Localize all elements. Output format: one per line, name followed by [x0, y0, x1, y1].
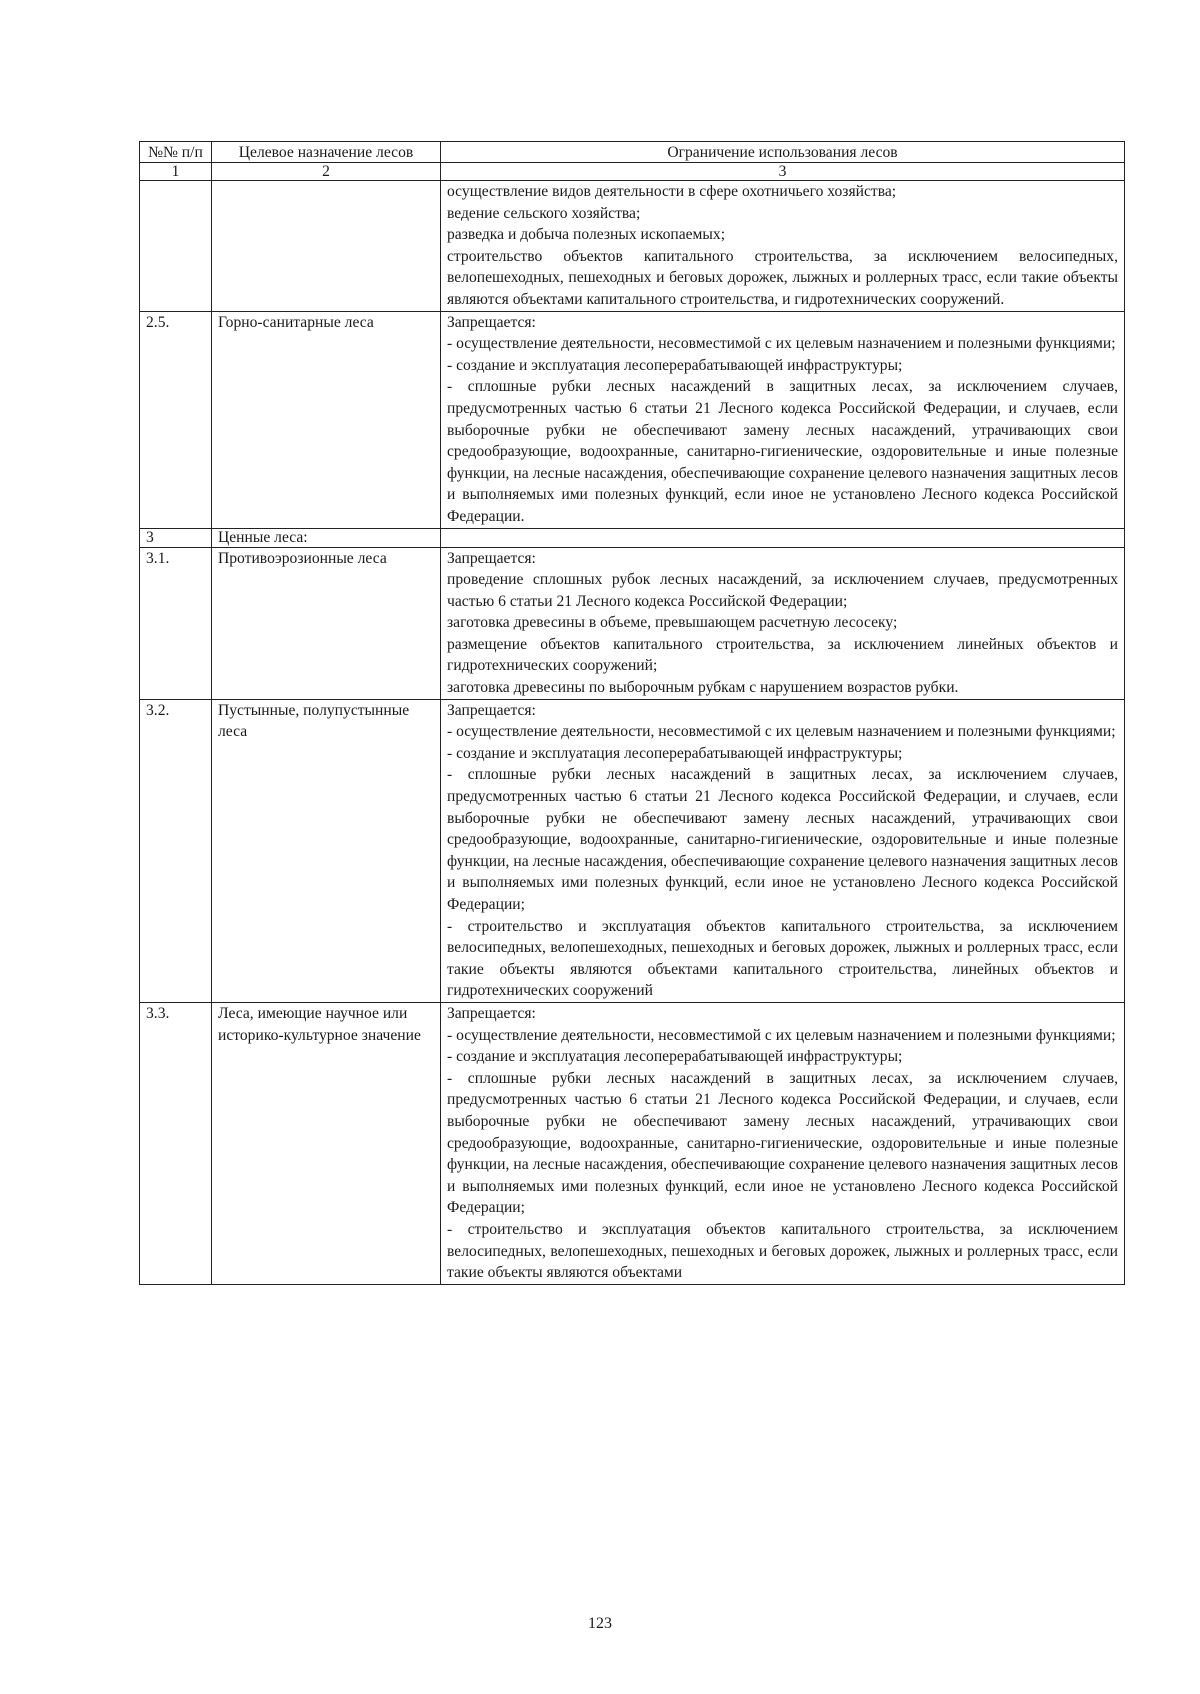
restriction-cell	[441, 547, 1125, 699]
row-number: 3.3.	[140, 1002, 212, 1284]
row-number: 3	[140, 528, 212, 547]
restriction-line: - создание и эксплуатация лесоперерабатывающей инфраструктуры;	[447, 356, 903, 374]
restriction-line: заготовка древесины в объеме, превышающем расчетную лесосеку;	[447, 614, 898, 632]
restriction-line: проведение сплошных рубок лесных насаждений, за исключением случаев, предусмотренных частью 6 статьи 21 Лесного кодекса Российской Федерации;	[447, 571, 1118, 610]
restriction-line: - сплошные рубки лесных насаждений в защитных лесах, за исключением случаев, предусмотренных частью 6 статьи 21 Лесного кодекса Российской Федерации, и случаев, если выборочные рубки не обеспечивают замену лесных насаждений, утрачивающих свои средообразующие, водоохранные, санитарно-гигиенические, оздоровительные и иные полезные функции, на лесные насаждения, обеспечивающие сохранение целевого назначения защитных лесов и выполняемых ими полезных функций, если иное не установлено Лесного кодекса Российской Федерации;	[447, 1069, 1118, 1217]
forest-purpose: Противоэрозионные леса	[212, 547, 441, 699]
column-index: 2	[212, 163, 441, 181]
row-number: 3.2.	[140, 699, 212, 1002]
restriction-line: строительство объектов капитального строительства, за исключением велосипедных, велопешеходных, пешеходных и беговых дорожек, лыжных и роллерных трасс, если такие объекты являются объектами капитального строительства, и гидротехнических сооружений.	[447, 247, 1118, 308]
restriction-line: Запрещается:	[447, 1004, 536, 1022]
restriction-line: - создание и эксплуатация лесоперерабатывающей инфраструктуры;	[447, 1048, 903, 1066]
restriction-cell	[441, 1002, 1125, 1284]
restriction-line: разведка и добыча полезных ископаемых;	[447, 226, 726, 244]
column-index-row	[140, 163, 1125, 181]
restriction-cell	[441, 528, 1125, 547]
restriction-line: ведение сельского хозяйства;	[447, 204, 641, 222]
restriction-cell	[441, 311, 1125, 528]
forest-purpose: Ценные леса:	[212, 528, 441, 547]
restriction-cell	[441, 181, 1125, 312]
restriction-cell	[441, 699, 1125, 1002]
table-row	[140, 1002, 1125, 1284]
document-page	[139, 141, 1124, 1285]
table-row	[140, 699, 1125, 1002]
table-row	[140, 528, 1125, 547]
restriction-line: - осуществление деятельности, несовместимой с их целевым назначением и полезными функциями;	[447, 335, 1116, 353]
restriction-line: Запрещается:	[447, 701, 536, 719]
header-number: №№ п/п	[140, 142, 212, 163]
table-row	[140, 547, 1125, 699]
forest-purpose	[212, 181, 441, 312]
restriction-line: - сплошные рубки лесных насаждений в защитных лесах, за исключением случаев, предусмотренных частью 6 статьи 21 Лесного кодекса Российской Федерации, и случаев, если выборочные рубки не обеспечивают замену лесных насаждений, утрачивающих свои средообразующие, водоохранные, санитарно-гигиенические, оздоровительные и иные полезные функции, на лесные насаждения, обеспечивающие сохранение целевого назначения защитных лесов и выполняемых ими полезных функций, если иное не установлено Лесного кодекса Российской Федерации.	[447, 378, 1118, 525]
table-row	[140, 181, 1125, 312]
restriction-line: Запрещается:	[447, 313, 536, 331]
restriction-line: Запрещается:	[447, 549, 536, 567]
restriction-line: - осуществление деятельности, несовместимой с их целевым назначением и полезными функциями;	[447, 1026, 1116, 1044]
restriction-line: - строительство и эксплуатация объектов капитального строительства, за исключением велосипедных, велопешеходных, пешеходных и беговых дорожек, лыжных и роллерных трасс, если такие объекты являются объектами	[447, 1220, 1118, 1282]
forest-purpose: Горно-санитарные леса	[212, 311, 441, 528]
forest-restrictions-table	[139, 141, 1125, 1285]
row-number	[140, 181, 212, 312]
row-number: 2.5.	[140, 311, 212, 528]
restriction-line: осуществление видов деятельности в сфере охотничьего хозяйства;	[447, 183, 897, 200]
forest-purpose: Пустынные, полупустынные леса	[212, 699, 441, 1002]
page-number: 123	[588, 1615, 612, 1632]
column-index: 3	[441, 163, 1125, 181]
header-purpose: Целевое назначение лесов	[212, 142, 441, 163]
forest-purpose: Леса, имеющие научное или историко-культурное значение	[212, 1002, 441, 1284]
restriction-line: размещение объектов капитального строительства, за исключением линейных объектов и гидротехнических сооружений;	[447, 635, 1118, 675]
restriction-line: - осуществление деятельности, несовместимой с их целевым назначением и полезными функциями;	[447, 723, 1116, 741]
restriction-line: - создание и эксплуатация лесоперерабатывающей инфраструктуры;	[447, 744, 903, 762]
row-number: 3.1.	[140, 547, 212, 699]
restriction-line: заготовка древесины по выборочным рубкам с нарушением возрастов рубки.	[447, 679, 959, 697]
column-index: 1	[140, 163, 212, 181]
table-header-row	[140, 142, 1125, 163]
restriction-line: - сплошные рубки лесных насаждений в защитных лесах, за исключением случаев, предусмотренных частью 6 статьи 21 Лесного кодекса Российской Федерации, и случаев, если выборочные рубки не обеспечивают замену лесных насаждений, утрачивающих свои средообразующие, водоохранные, санитарно-гигиенические, оздоровительные и иные полезные функции, на лесные насаждения, обеспечивающие сохранение целевого назначения защитных лесов и выполняемых ими полезных функций, если иное не установлено Лесного кодекса Российской Федерации;	[447, 766, 1118, 913]
header-restriction: Ограничение использования лесов	[441, 142, 1125, 163]
restriction-line: - строительство и эксплуатация объектов капитального строительства, за исключением велосипедных, велопешеходных, пешеходных и беговых дорожек, лыжных и роллерных трасс, если такие объекты являются объектами капитального строительства, линейных объектов и гидротехнических сооружений	[447, 917, 1118, 1000]
table-row	[140, 311, 1125, 528]
